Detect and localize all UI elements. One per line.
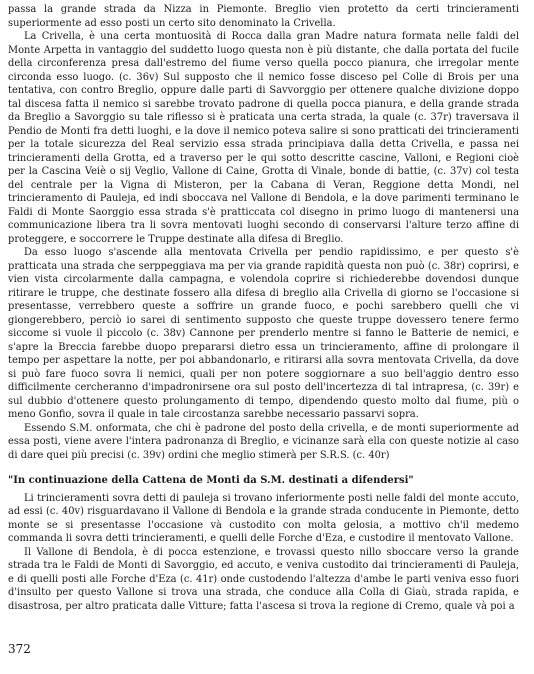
paragraph-1: passa la grande strada da Nizza in Piemonte. Breglio vien protetto da certi trincieramenti superiormente ad esso posti un certo sito denominato la Crivella.: [8, 4, 519, 29]
paragraph-3: Da esso luogo s'ascende alla mentovata Crivella per pendio rapidissimo, e per questo s'è pratticata una strada che serppeggiava ma per via grande rapidità questa non può (c. 38r) coprirsi, e vien vista circolarmente dalla campagna, e volendola coprire si richiederebbe dovendosi dunque ritirare le truppe, che destinate fossero alla difesa di breglio alla Crivella di giorno se l'occasione si presentasse, verrebbero queste a soffrire un grande fuoco, e pochi sarebbero quelli che vi giongerebbero, perciò io sarei di sentimento supposto che queste truppe dovessero tenere fermo siccome si vuole il piccolo (c. 38v) Cannone per prenderlo mentre si fanno le Batterie de nemici, e s'apre la Breccia farebbe duopo prepararsi dietro essa un trincieramento, affine di prolongare il tempo per aspettare la notte, per poi abbandonarlo, e ritirarsi alla sovra mentovata Crivella, da dove si può fare fuoco sovra li nemici, quali per non potere soggiornare a suo bell'aggio dentro esso difficilmente cercheranno d'impadronirsene ora sul posto dell'incertezza di tal intrapresa, (c. 39r) e sul dubbio d'ottenere questo prolungamento di tempo, dipendendo questo molto dal fiume, più o meno Gonfio, sovra il quale in tale circostanza sarebbe necessario passarvi sopra.: [8, 247, 519, 420]
paragraph-4: Essendo S.M. onformata, che chi è padrone del posto della crivella, e de monti superiormente ad essa posti, viene avere l'intera padronanza di Breglio, e vicinanze sarà ella con queste notizie al caso di dare quei più precisi (c. 39v) ordini che meglio stimerà per S.R.S. (c. 40r): [8, 422, 519, 461]
main-text: [8, 3, 519, 613]
paragraph-5: Li trincieramenti sovra detti di pauleja si trovano inferiormente posti nelle faldi del monte accuto, ad essi (c. 40v) risguardavano il Vallone di Bendola e la grande strada conducente in Piemonte, detto monte se si presentasse l'occasione và custodito con molta gelosia, a mottivo ch'il medemo commanda li sovra detti trincieramenti, e quelli delle Forche d'Eza, e custodire il mentovato Vallone.: [8, 492, 519, 544]
paragraph-6: Il Vallone di Bendola, è di pocca estenzione, e trovassi questo nillo sboccare verso la grande strada tra le Faldi de Monti di Savorggio, ed accuto, e veniva custodito dai trincieramenti di Pauleja, e di quelli posti alle Forche d'Eza (c. 41r) onde custodendo l'altezza d'ambe le parti veniva esso fuori d'insulto per questo Vallone si trova una strada, che conduce alla Colla di Giaù, strada rapida, e disastrosa, per altro praticata dalle Vitture; fatta l'ascesa si trova la regione di Cremo, quale và poi a: [8, 546, 519, 612]
section-heading: "In continuazione della Cattena de Monti da S.M. destinati a difendersi": [8, 475, 414, 486]
page-number: 372: [8, 642, 31, 656]
paragraph-2: La Crivella, è una certa montuosità di Rocca dalla gran Madre natura formata nelle faldi del Monte Arpetta in vantaggio del suddetto luogo questa non è più distante, che dalla portata del fucile della circonferenza presa dall'estremo del fiume verso quella pocco pianura, che irregolar mente circonda esso luogo. (c. 36v) Sul supposto che il nemico fosse disceso pel Colle di Brois per una tentativa, con contro Breglio, oppure dalle parti di Savvorggio per ottenere qualche divizione doppo tal discesa fatta il nemico si sarebbe trovato padrone di quella pocca pianura, e della grande strada da Breglio a Savorggio su tale riflesso si è praticata una certa strada, la quale (c. 37r) traversava il Pendio de Monti fra detti luoghi, e la dove il nemico poteva salire si sono pratticati dei trincieramenti per la totale sicurezza del Real servizio essa strada principiava dalla detta Crivella, e passa nei trincieramenti della Grotta, ed a traverso per le qui sotto descritte cascine, Valloni, e Regioni cioè per la Cascina Veiè o sij Veglio, Vallone di Caine, Grotta di Vinale, bonde di battie, (c. 37v) col testa del centrale per la Vigna di Misteron, per la Cabana di Veran, Reggione detta Mondi, nel trincieramento di Pauleja, ed indi sboccava nel Vallone di Bendola, e la dove parimenti terminano le Faldi di Monte Saorggio essa strada s'è pratticcata col disegno in primo luogo di mantenersi una communicazione libera tra li sovra mentovati luoghi secondo di conservarsi l'alture terzo affine di proteggere, e soccorrere le Truppe destinate alla difesa di Breglio.: [8, 31, 519, 245]
